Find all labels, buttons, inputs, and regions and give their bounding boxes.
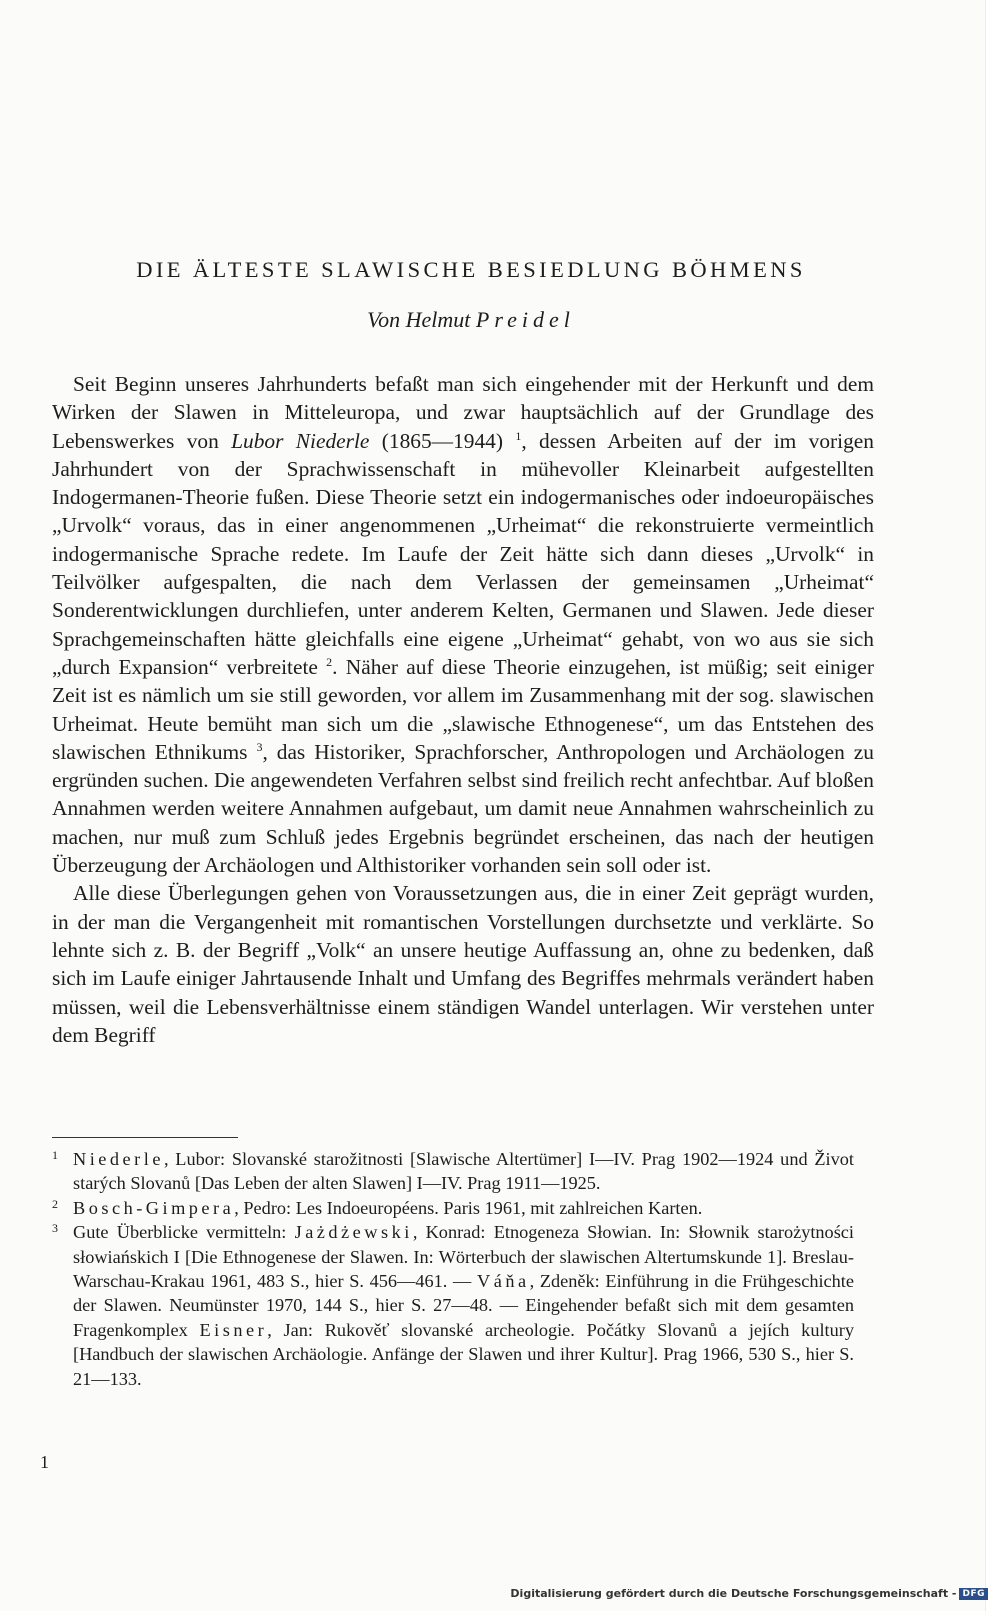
footnotes <box>52 1147 854 1391</box>
paragraph-1-text-d: . Näher auf diese Theorie einzugehen, ist müßig; seit einiger Zeit ist es nämlich um sie still geworden, vor allem im Zusammenhang mit der sog. slawischen Urheimat. Heute bemüht man sich um die „slawische Ethnogenese“, um das Entstehen des slawischen Ethnikums <box>52 654 874 764</box>
footnote-ref-3[interactable]: 3 <box>256 739 263 754</box>
footnote-number: 2 <box>52 1196 58 1211</box>
footnote-author: Bosch-Gimpera <box>73 1197 235 1218</box>
paragraph-1-text-e: , das Historiker, Sprachforscher, Anthropologen und Archäologen zu ergründen suchen. Die angewendeten Verfahren selbst sind freilich recht anfechtbar. Auf bloßen Annahmen werden weitere Annahmen aufgebaut, um damit neue Annahmen wahrscheinlich zu machen, nur muß zum Schluß jedes Ergebnis begründet erscheinen, das nach der heutigen Überzeugung der Archäologen und Althistoriker vorhanden sein soll oder ist. <box>52 739 874 878</box>
cited-name: Lubor Niederle <box>231 428 370 453</box>
footnote-text: , Lubor: Slovanské starožitnosti [Slawische Altertümer] I—IV. Prag 1902—1924 und Život starých Slovanů [Das Leben der alten Slawen] I—IV. Prag 1911—1925. <box>73 1149 854 1194</box>
article-title: DIE ÄLTESTE SLAWISCHE BESIEDLUNG BÖHMENS <box>136 257 806 282</box>
footnote-ref-1[interactable]: 1 <box>515 428 522 443</box>
paragraph-1-text-a: Seit Beginn unseres Jahrhunderts befaßt man sich eingehender mit der Herkunft und dem Wirken der Slawen in Mitteleuropa, und zwar hauptsächlich auf der Grundlage des Lebenswerkes von <box>52 372 874 453</box>
footnote-author: Niederle <box>73 1149 164 1169</box>
footnote-3 <box>52 1220 854 1391</box>
footnote-text: , Zdeněk: Einführung in die Frühgeschichte der Slawen. Neumünster 1970, 144 S., hier S. 27—48. — Eingehender befaßt sich mit dem gesamten Fragenkomplex <box>73 1271 854 1340</box>
byline-prefix: Von Helmut <box>367 307 476 332</box>
article-body <box>52 370 874 1049</box>
footnote-number: 1 <box>52 1148 58 1162</box>
byline <box>40 307 902 333</box>
digitization-credit-text: Digitalisierung gefördert durch die Deutsche Forschungsgemeinschaft - <box>510 1587 957 1600</box>
footnote-author: Eisner <box>199 1319 268 1340</box>
footnote-text: , Pedro: Les Indoeuropéens. Paris 1961, mit zahlreichen Karten. <box>234 1197 703 1218</box>
page-number: 1 <box>40 1452 49 1472</box>
digitization-credit <box>510 1587 988 1600</box>
footnote-text: Gute Überblicke vermitteln: <box>73 1222 295 1243</box>
footnote-separator <box>52 1137 238 1138</box>
footnote-2 <box>52 1196 854 1220</box>
dfg-logo-icon: DFG <box>959 1588 988 1600</box>
paragraph-1-text-c: , dessen Arbeiten auf der im vorigen Jahrhundert von der Sprachwissenschaft in mühevoller Kleinarbeit aufgestellten Indogermanen-Theorie fußen. Diese Theorie setzt ein indogermanisches oder indoeuropäisches „Urvolk“ voraus, das in einer angenommenen „Urheimat“ die rekonstruierte vermeintlich indogermanische Sprache redete. Im Laufe der Zeit hätte sich dann dieses „Urvolk“ in Teilvölker aufgespalten, die nach dem Verlassen der gemeinsamen „Urheimat“ Sonderentwicklungen durchliefen, unter anderem Kelten, Germanen und Slawen. Jede dieser Sprachgemeinschaften hätte gleichfalls eine eigene „Urheimat“ gehabt, von wo aus sie sich „durch Expansion“ verbreitete <box>52 428 874 679</box>
footnote-number: 3 <box>52 1221 58 1236</box>
footnote-author: Jażdżewski <box>294 1222 413 1243</box>
paragraph-2: Alle diese Überlegungen gehen von Voraussetzungen aus, die in einer Zeit geprägt wurden, in der man die Vergangenheit mit romantischen Vorstellungen durchsetzte und verklärte. So lehnte sich z. B. der Begriff „Volk“ an unsere heutige Auffassung an, ohne zu bedenken, daß sich im Laufe einiger Jahrtausende Inhalt und Umfang des Begriffes mehrmals verändert haben müssen, weil die Lebensverhältnisse einem ständigen Wandel unterlagen. Wir verstehen unter dem Begriff <box>52 881 874 1047</box>
paragraph-1 <box>52 370 874 879</box>
footnote-author: Váňa <box>477 1271 530 1292</box>
paragraph-1-text-b: (1865—1944) <box>369 428 503 453</box>
author-name: Preidel <box>475 307 575 332</box>
footnote-ref-2[interactable]: 2 <box>326 654 333 669</box>
footnote-text: , Konrad: Etnogeneza Słowian. In: Słownik starożytności słowiańskich I [Die Ethnogenese der Slawen. In: Wörterbuch der slawischen Altertumskunde 1]. Breslau-Warschau-Krakau 1961, 483 S., hier S. 456—461. — <box>73 1222 855 1292</box>
footnote-text: , Jan: Rukověť slovanské archeologie. Počátky Slovanů a jejích kultury [Handbuch der slawischen Archäologie. Anfänge der Slawen und ihrer Kultur]. Prag 1966, 530 S., hier S. 21—133. <box>73 1319 854 1389</box>
footnote-1 <box>52 1147 854 1196</box>
